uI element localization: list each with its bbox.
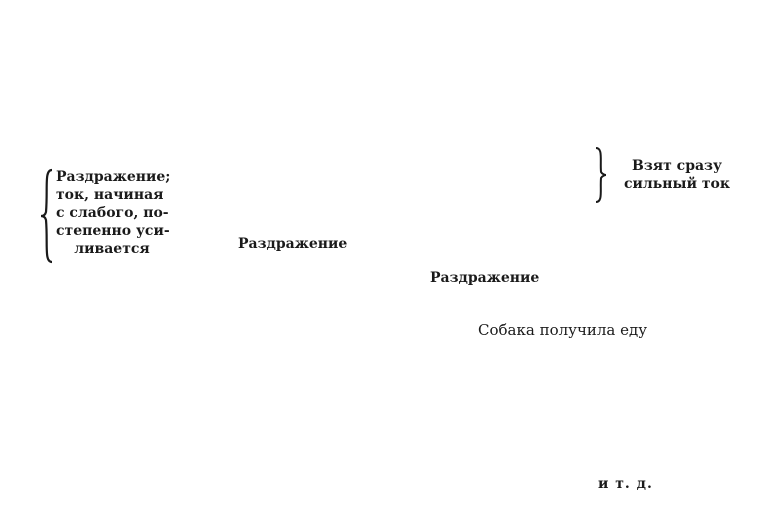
brace-col4	[594, 146, 608, 204]
col3-note: Раздражение	[430, 270, 540, 286]
brace-col1	[40, 168, 54, 264]
dog-fed-note: Собака получила еду	[478, 321, 648, 339]
col4-note-line-1: Взят сразу	[632, 158, 722, 174]
col1-note	[56, 168, 171, 258]
col1-note-line-1: Раздражение;	[56, 169, 171, 185]
col2-note: Раздражение	[238, 236, 348, 252]
col4-note	[612, 157, 742, 193]
col1-note-line-4: степенно уси-	[56, 223, 170, 239]
col1-note-line-2: ток, начиная	[56, 187, 164, 203]
col4-note-line-2: сильный ток	[624, 176, 730, 192]
etc-note: и т. д.	[598, 476, 653, 492]
col1-note-line-5: ливается	[74, 241, 150, 257]
col1-note-line-3: с слабого, по-	[56, 205, 169, 221]
